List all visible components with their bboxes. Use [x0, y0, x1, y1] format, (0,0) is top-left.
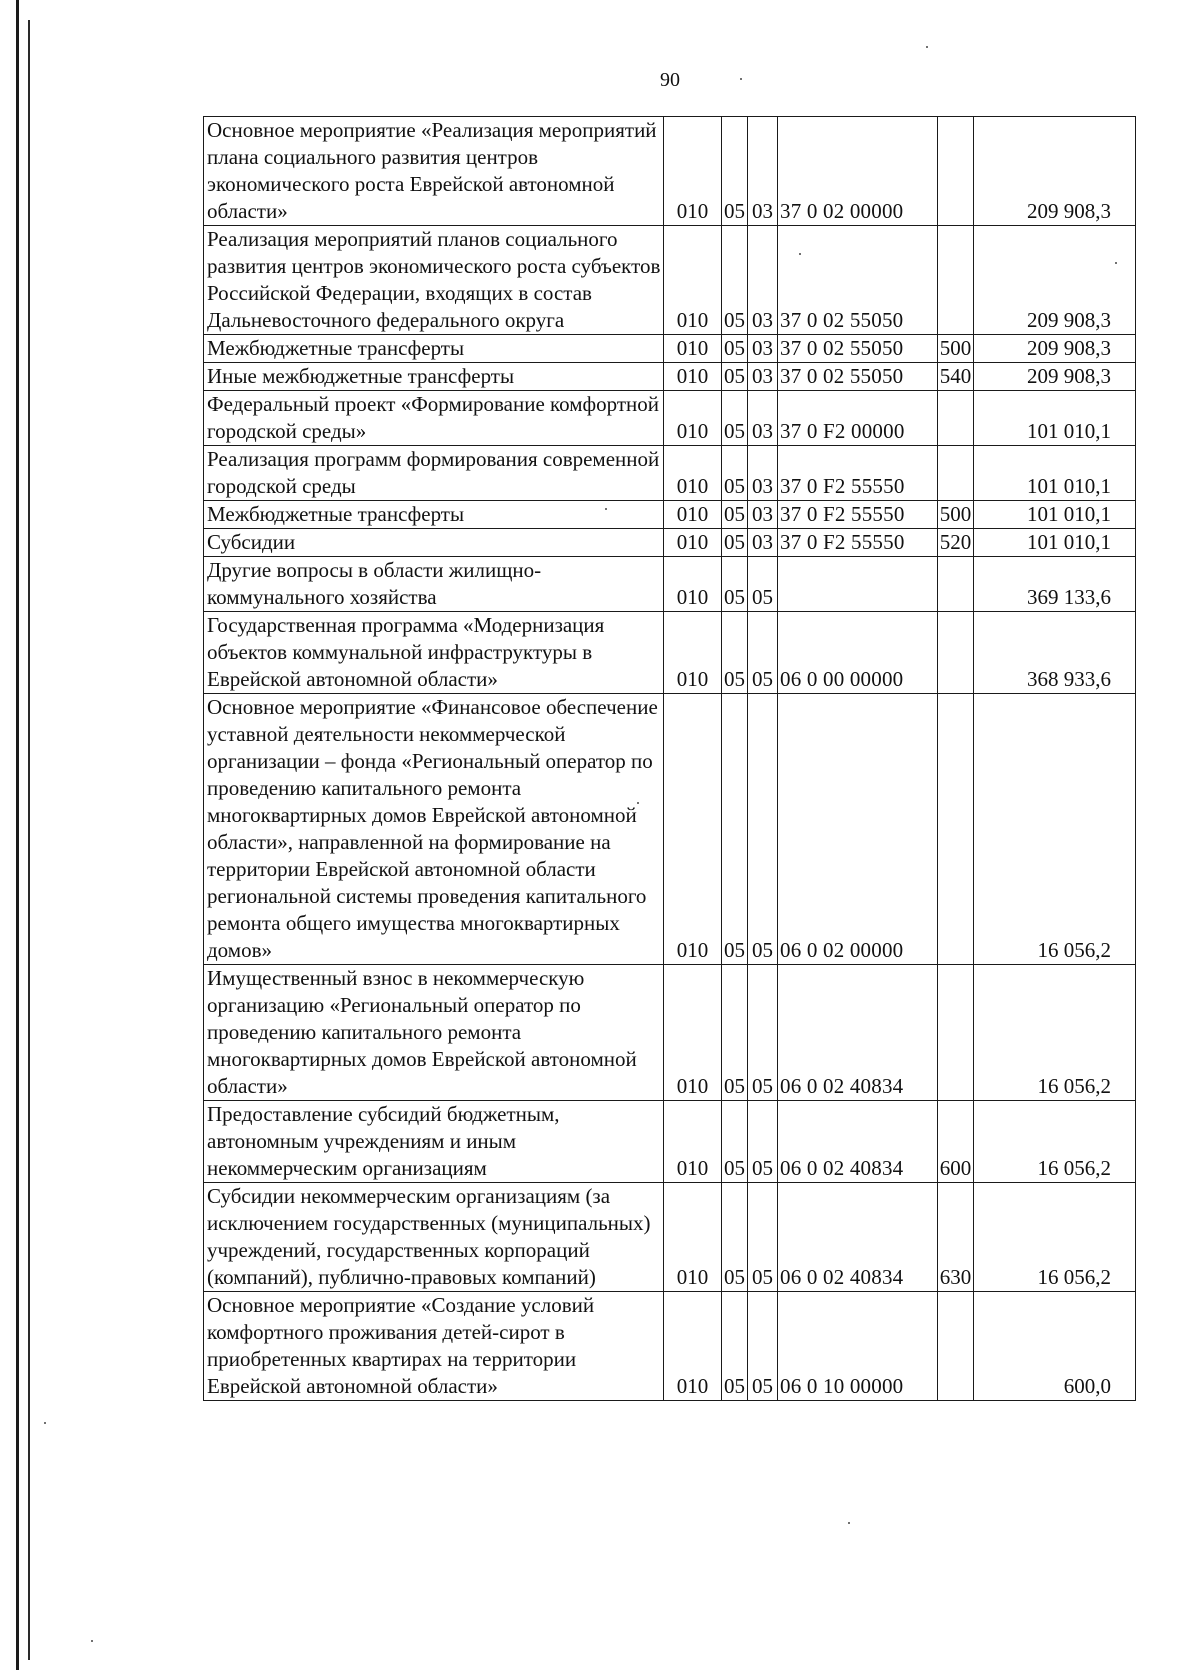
row-amount: 600,0 [974, 1292, 1136, 1401]
scan-speck [926, 46, 928, 48]
row-target-code [778, 557, 938, 612]
table-row [204, 612, 1136, 694]
row-amount: 209 908,3 [974, 363, 1136, 391]
row-amount: 16 056,2 [974, 965, 1136, 1101]
row-name: Субсидии [204, 529, 664, 557]
scan-speck [605, 508, 607, 510]
row-ved-code: 010 [664, 1292, 722, 1401]
row-section-code: 05 [722, 391, 748, 446]
scan-speck [91, 1640, 93, 1642]
page-number: 90 [660, 69, 680, 91]
row-name: Федеральный проект «Формирование комфортной городской среды» [204, 391, 664, 446]
row-amount: 209 908,3 [974, 335, 1136, 363]
row-amount: 16 056,2 [974, 1101, 1136, 1183]
row-expense-type-code [938, 226, 974, 335]
scan-speck [44, 1422, 46, 1424]
row-section-code: 05 [722, 335, 748, 363]
row-name: Реализация мероприятий планов социального развития центров экономического роста субъектов Российской Федерации, входящих в состав Дальневосточного федерального округа [204, 226, 664, 335]
row-section-code: 05 [722, 363, 748, 391]
row-section-code: 05 [722, 529, 748, 557]
table-row [204, 335, 1136, 363]
table-row [204, 363, 1136, 391]
scan-speck [848, 1522, 850, 1524]
scan-speck [637, 802, 639, 804]
row-expense-type-code: 630 [938, 1183, 974, 1292]
row-target-code: 37 0 02 00000 [778, 117, 938, 226]
row-target-code: 37 0 F2 55550 [778, 501, 938, 529]
row-amount: 16 056,2 [974, 694, 1136, 965]
budget-table [203, 116, 1136, 1401]
row-expense-type-code [938, 557, 974, 612]
row-subsection-code: 03 [748, 335, 778, 363]
row-name: Субсидии некоммерческим организациям (за исключением государственных (муниципальных) учреждений, государственных корпораций (компаний), публично-правовых компаний) [204, 1183, 664, 1292]
row-name: Основное мероприятие «Реализация мероприятий плана социального развития центров экономического роста Еврейской автономной области» [204, 117, 664, 226]
row-subsection-code: 05 [748, 1183, 778, 1292]
row-subsection-code: 05 [748, 557, 778, 612]
row-ved-code: 010 [664, 335, 722, 363]
table-row [204, 965, 1136, 1101]
row-ved-code: 010 [664, 557, 722, 612]
row-ved-code: 010 [664, 529, 722, 557]
row-name: Государственная программа «Модернизация объектов коммунальной инфраструктуры в Еврейской автономной области» [204, 612, 664, 694]
row-expense-type-code: 520 [938, 529, 974, 557]
budget-table-body [204, 117, 1136, 1401]
row-name: Межбюджетные трансферты [204, 335, 664, 363]
row-target-code: 37 0 F2 55550 [778, 529, 938, 557]
row-expense-type-code: 600 [938, 1101, 974, 1183]
row-name: Предоставление субсидий бюджетным, автономным учреждениям и иным некоммерческим организациям [204, 1101, 664, 1183]
row-subsection-code: 05 [748, 1101, 778, 1183]
row-section-code: 05 [722, 501, 748, 529]
row-target-code: 37 0 F2 55550 [778, 446, 938, 501]
row-section-code: 05 [722, 446, 748, 501]
scan-speck [1115, 262, 1117, 264]
scan-speck [740, 78, 742, 80]
table-row [204, 694, 1136, 965]
scan-edge-line-secondary [28, 20, 30, 1660]
row-target-code: 06 0 02 40834 [778, 1183, 938, 1292]
row-ved-code: 010 [664, 117, 722, 226]
row-amount: 368 933,6 [974, 612, 1136, 694]
row-expense-type-code: 500 [938, 335, 974, 363]
row-ved-code: 010 [664, 446, 722, 501]
row-target-code: 06 0 02 40834 [778, 965, 938, 1101]
row-target-code: 37 0 02 55050 [778, 335, 938, 363]
row-name: Имущественный взнос в некоммерческую организацию «Региональный оператор по проведению капитального ремонта многоквартирных домов Еврейской автономной области» [204, 965, 664, 1101]
row-expense-type-code: 500 [938, 501, 974, 529]
row-expense-type-code [938, 694, 974, 965]
row-amount: 209 908,3 [974, 117, 1136, 226]
row-subsection-code: 03 [748, 501, 778, 529]
row-target-code: 06 0 02 00000 [778, 694, 938, 965]
row-subsection-code: 05 [748, 612, 778, 694]
table-row [204, 1292, 1136, 1401]
row-target-code: 06 0 10 00000 [778, 1292, 938, 1401]
row-subsection-code: 03 [748, 529, 778, 557]
row-subsection-code: 05 [748, 1292, 778, 1401]
row-target-code: 37 0 02 55050 [778, 226, 938, 335]
row-ved-code: 010 [664, 226, 722, 335]
table-row [204, 1183, 1136, 1292]
scan-speck [799, 253, 801, 255]
row-expense-type-code [938, 117, 974, 226]
row-section-code: 05 [722, 557, 748, 612]
row-amount: 101 010,1 [974, 529, 1136, 557]
table-row [204, 1101, 1136, 1183]
row-subsection-code: 03 [748, 363, 778, 391]
row-expense-type-code: 540 [938, 363, 974, 391]
row-name: Основное мероприятие «Создание условий комфортного проживания детей-сирот в приобретенных квартирах на территории Еврейской автономной области» [204, 1292, 664, 1401]
row-ved-code: 010 [664, 391, 722, 446]
row-name: Основное мероприятие «Финансовое обеспечение уставной деятельности некоммерческой организации – фонда «Региональный оператор по проведению капитального ремонта многоквартирных домов Еврейской автономной области», направленной на формирование на территории Еврейской автономной области региональной системы проведения капитального ремонта общего имущества многоквартирных домов» [204, 694, 664, 965]
row-name: Межбюджетные трансферты [204, 501, 664, 529]
row-target-code: 06 0 00 00000 [778, 612, 938, 694]
row-expense-type-code [938, 446, 974, 501]
row-ved-code: 010 [664, 612, 722, 694]
row-target-code: 06 0 02 40834 [778, 1101, 938, 1183]
table-row [204, 557, 1136, 612]
row-section-code: 05 [722, 965, 748, 1101]
row-section-code: 05 [722, 1183, 748, 1292]
table-row [204, 446, 1136, 501]
row-subsection-code: 03 [748, 391, 778, 446]
row-target-code: 37 0 02 55050 [778, 363, 938, 391]
table-row [204, 226, 1136, 335]
row-subsection-code: 03 [748, 446, 778, 501]
row-ved-code: 010 [664, 694, 722, 965]
table-row [204, 117, 1136, 226]
row-subsection-code: 03 [748, 226, 778, 335]
row-section-code: 05 [722, 1292, 748, 1401]
row-ved-code: 010 [664, 1101, 722, 1183]
row-amount: 101 010,1 [974, 501, 1136, 529]
row-section-code: 05 [722, 226, 748, 335]
table-row [204, 529, 1136, 557]
scan-edge-line [16, 0, 19, 1670]
row-subsection-code: 03 [748, 117, 778, 226]
table-row [204, 391, 1136, 446]
row-name: Другие вопросы в области жилищно-коммунального хозяйства [204, 557, 664, 612]
row-name: Иные межбюджетные трансферты [204, 363, 664, 391]
row-expense-type-code [938, 391, 974, 446]
row-amount: 101 010,1 [974, 391, 1136, 446]
row-expense-type-code [938, 612, 974, 694]
row-ved-code: 010 [664, 965, 722, 1101]
row-name: Реализация программ формирования современной городской среды [204, 446, 664, 501]
row-amount: 16 056,2 [974, 1183, 1136, 1292]
table-row [204, 501, 1136, 529]
row-ved-code: 010 [664, 363, 722, 391]
row-subsection-code: 05 [748, 694, 778, 965]
row-section-code: 05 [722, 612, 748, 694]
row-expense-type-code [938, 1292, 974, 1401]
row-section-code: 05 [722, 117, 748, 226]
row-target-code: 37 0 F2 00000 [778, 391, 938, 446]
row-amount: 209 908,3 [974, 226, 1136, 335]
row-subsection-code: 05 [748, 965, 778, 1101]
row-ved-code: 010 [664, 1183, 722, 1292]
row-ved-code: 010 [664, 501, 722, 529]
row-section-code: 05 [722, 1101, 748, 1183]
row-amount: 101 010,1 [974, 446, 1136, 501]
row-amount: 369 133,6 [974, 557, 1136, 612]
row-section-code: 05 [722, 694, 748, 965]
row-expense-type-code [938, 965, 974, 1101]
